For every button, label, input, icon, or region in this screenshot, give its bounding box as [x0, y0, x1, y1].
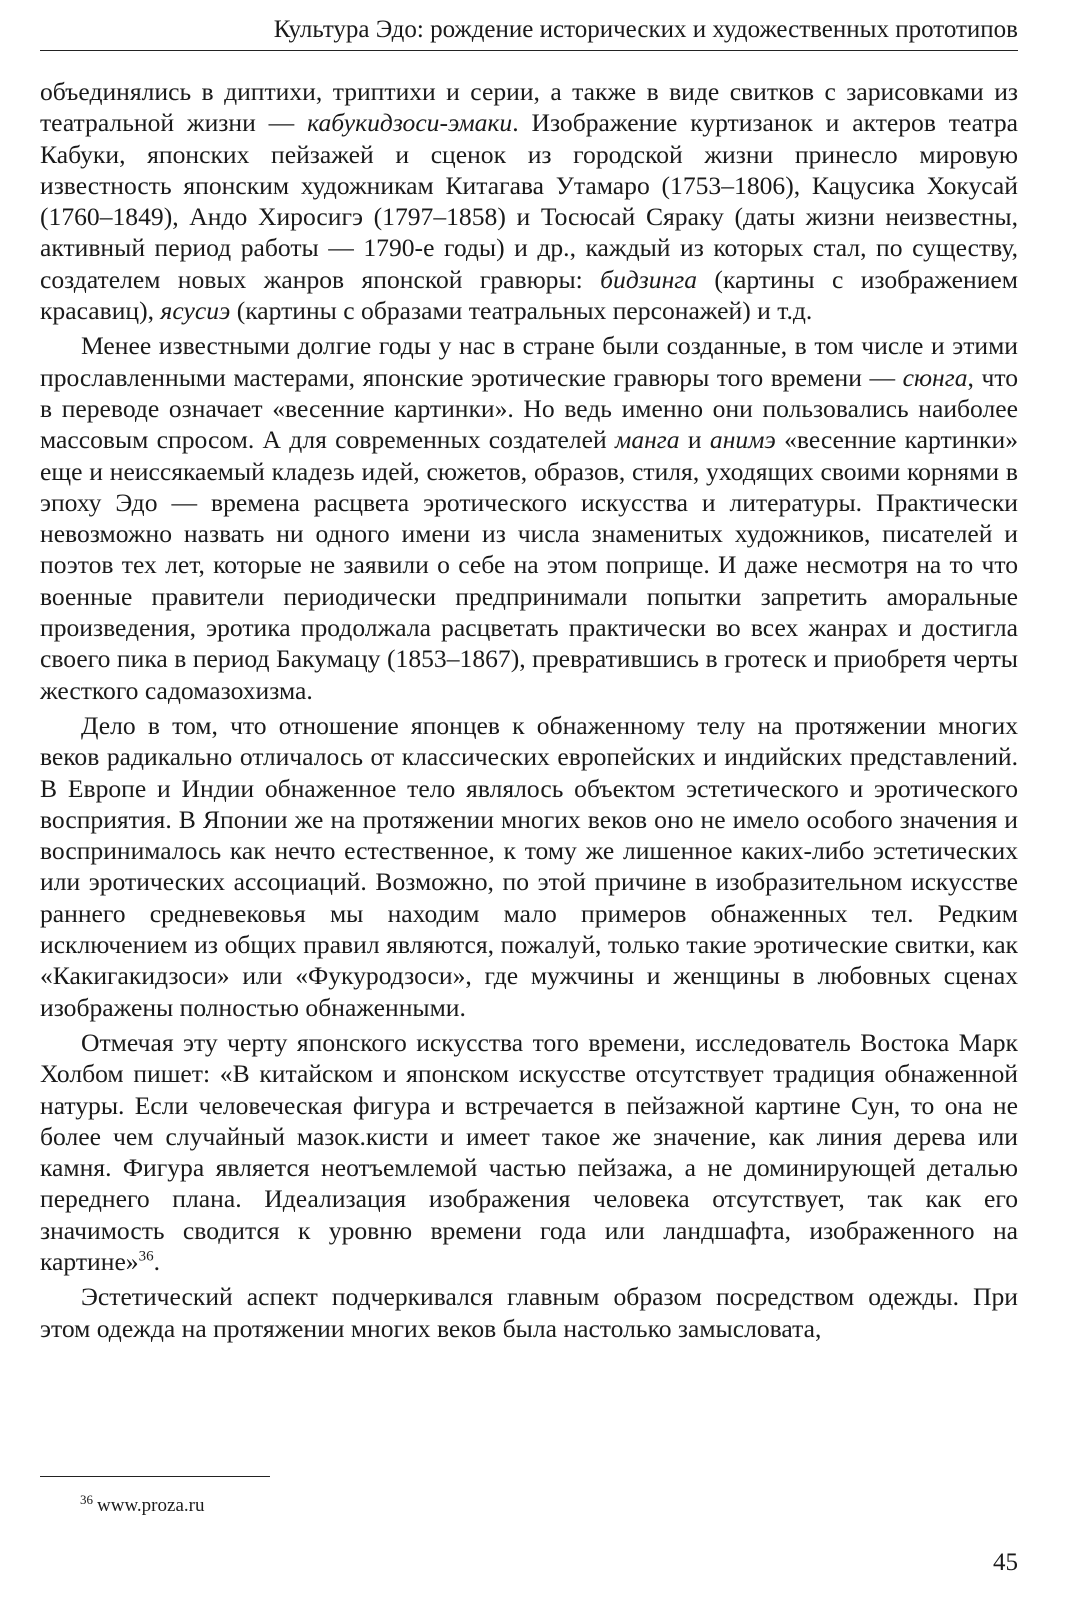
- text-run: Эстетический аспект подчеркивался главным образом посредством одежды. При этом одежда на протяжении многих веков была настолько замысловата,: [40, 1282, 1018, 1343]
- paragraph: [40, 710, 1018, 1023]
- footnote-text: www.proza.ru: [97, 1495, 205, 1516]
- text-run: Менее известными долгие годы у нас в стране были созданные, в том числе и этими прославленными мастерами, японские эротические гравюры того времени —: [40, 331, 1018, 392]
- text-run: и: [679, 425, 710, 455]
- body-text: [40, 76, 1018, 1344]
- text-run: .: [153, 1246, 161, 1276]
- paragraph: [40, 76, 1018, 326]
- paragraph: [40, 1281, 1018, 1344]
- text-run: объединялись в диптихи, триптихи и серии, а также в виде свитков с зарисовками из театральной жизни —: [40, 77, 1018, 138]
- footnote: [80, 1491, 205, 1518]
- italic-term: анимэ: [709, 425, 776, 455]
- footnote-marker: 36: [80, 1491, 93, 1507]
- page-number: 45: [993, 1549, 1018, 1576]
- italic-term: манга: [614, 425, 680, 455]
- text-run: (картины с изображением красавиц),: [40, 264, 1018, 326]
- footnote-divider: [40, 1476, 270, 1477]
- paragraph: [40, 330, 1018, 706]
- text-run: (картины с образами театральных персонажей) и т.д.: [230, 296, 813, 326]
- italic-term: сюнга: [902, 362, 968, 392]
- text-run: Дело в том, что отношение японцев к обнаженному телу на протяжении многих веков радикально отличалось от классических европейских и индийских представлений. В Европе и Индии обнаженное тело являлось объектом эстетического и эротического восприятия. В Японии же на протяжении многих веков оно не имело особого значения и воспринималось как нечто естественное, к тому же лишенное каких-либо эстетических или эротических ассоциаций. Возможно, по этой причине в изобразительном искусстве раннего средневековья мы находим мало примеров обнаженных тел. Редким исключением из общих правил являются, пожалуй, только такие эротические свитки, как «Какигакидзоси» или «Фукуродзоси», где мужчины и женщины в любовных сценах изображены полностью обнаженными.: [40, 710, 1018, 1022]
- italic-term: бидзинга: [600, 264, 698, 294]
- paragraph: [40, 1027, 1018, 1277]
- running-header: Культура Эдо: рождение исторических и художественных прототипов: [40, 14, 1018, 51]
- text-run: Отмечая эту черту японского искусства того времени, исследователь Востока Марк Холбом пишет: «В китайском и японском искусстве отсутствует традиция обнаженной натуры. Если человеческая фигура и встречается в пейзажной картине Сун, то она не более чем случайный мазок.кисти и имеет такое же значение, как линия дерева или камня. Фигура является неотъемлемой частью пейзажа, а не доминирующей деталью переднего плана. Идеализация изображения человека отсутствует, так как его значимость сводится к уровню времени года или ландшафта, изображенного на картине»: [40, 1027, 1018, 1276]
- italic-term: ясусиэ: [160, 296, 231, 326]
- text-run: . Изображение куртизанок и актеров театра Кабуки, японских пейзажей и сценок из городской жизни принесло мировую известность японским художникам Китагава Утамаро (1753–1806), Кацусика Хокусай (1760–1849), Андо Хиросигэ (1797–1858) и Тосюсай Сяраку (даты жизни неизвестны, активный период работы — 1790-е годы) и др., каждый из которых стал, по существу, создателем новых жанров японской гравюры:: [40, 108, 1018, 294]
- italic-term: кабукидзоси-эмаки: [307, 108, 513, 138]
- text-run: «весенние картинки» еще и неиссякаемый кладезь идей, сюжетов, образов, стиля, уходящих своими корнями в эпоху Эдо — времена расцвета эротического искусства и литературы. Практически невозможно назвать ни одного имени из числа знаменитых художников, писателей и поэтов тех лет, которые не заявили о себе на этом поприще. И даже несмотря на то что военные правители периодически предпринимали попытки запретить аморальные произведения, эротика продолжала расцветать практически во всех жанрах и достигла своего пика в период Бакумацу (1853–1867), превратившись в гротеск и приобретя черты жесткого садомазохизма.: [40, 425, 1018, 705]
- text-run: , что в переводе означает «весенние картинки». Но ведь именно они пользовались наиболее массовым спросом. А для современных создателей: [40, 362, 1018, 455]
- footnote-reference: 36: [138, 1248, 154, 1265]
